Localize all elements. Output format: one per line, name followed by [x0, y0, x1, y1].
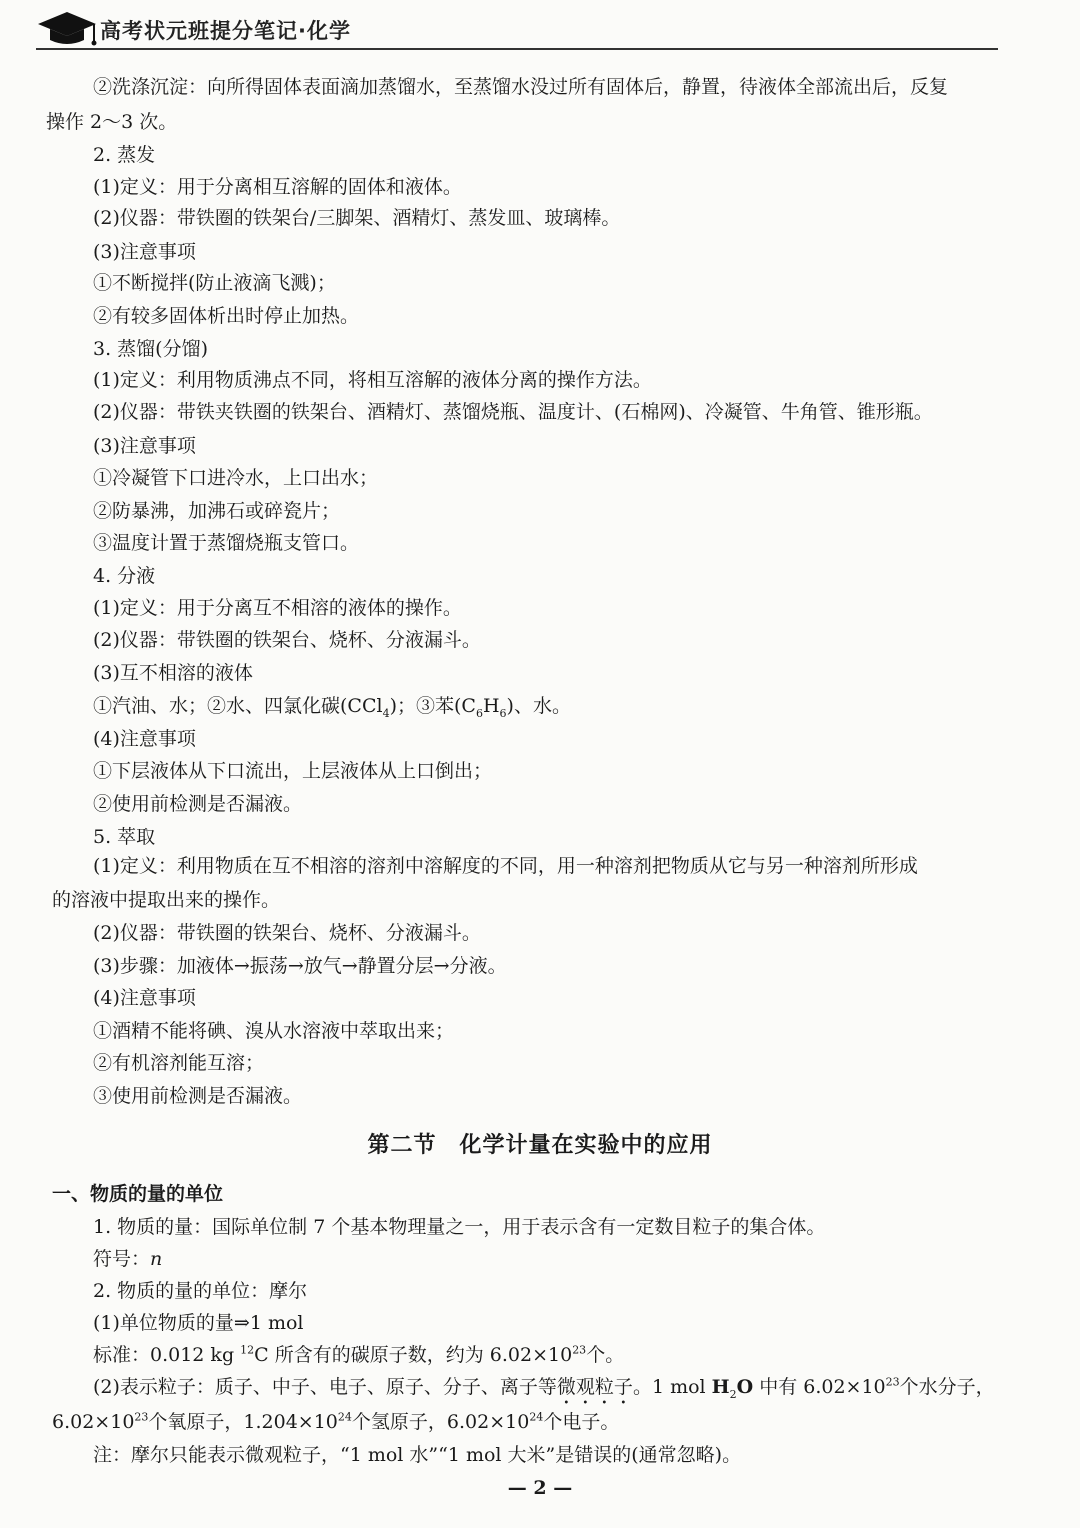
- header-divider: [36, 48, 998, 50]
- emphasized-term: 微观粒子: [556, 1376, 633, 1398]
- text-line: (3)注意事项: [93, 435, 196, 457]
- text-line: ②有机溶剂能互溶；: [93, 1052, 265, 1074]
- section-title: 第二节 化学计量在实验中的应用: [367, 1133, 713, 1158]
- subheading: 2. 蒸发: [93, 144, 156, 166]
- text-line: (3)互不相溶的液体: [93, 662, 253, 684]
- text-line: (4)注意事项: [93, 728, 196, 750]
- note-line: 注：摩尔只能表示微观粒子，“1 mol 水”“1 mol 大米”是错误的(通常忽略)。: [93, 1444, 742, 1466]
- page-number: — 2 —: [507, 1477, 573, 1499]
- subheading: 4. 分液: [93, 565, 156, 587]
- text-line: (1)定义：利用物质沸点不同，将相互溶解的液体分离的操作方法。: [93, 369, 652, 391]
- text-line: ①不断搅拌(防止液滴飞溅)；: [93, 272, 336, 294]
- text-line: ①冷凝管下口进冷水，上口出水；: [93, 467, 379, 489]
- text-line: (1)定义：用于分离相互溶解的固体和液体。: [93, 176, 462, 198]
- text-line: ②有较多固体析出时停止加热。: [93, 305, 360, 327]
- header-title: 高考状元班提分笔记·化学: [100, 19, 351, 43]
- text-line: 符号：n: [93, 1248, 163, 1270]
- text-line: ①汽油、水；②水、四氯化碳(CCl$_4$)；③苯$(C_6H_6)$、水。: [93, 695, 571, 720]
- text-line: (1)单位物质的量⇒1 mol: [93, 1312, 304, 1334]
- text-line: (2)仪器：带铁圈的铁架台/三脚架、酒精灯、蒸发皿、玻璃棒。: [93, 207, 621, 229]
- text-line: (3)步骤：加液体→振荡→放气→静置分层→分液。: [93, 955, 507, 977]
- part-heading: 一、物质的量的单位: [52, 1183, 224, 1205]
- text-line: 标准：0.012 kg $^{12}$C 所含有的碳原子数，约为 $6.02\times 10^{23}$个。: [93, 1343, 625, 1366]
- text-line: 的溶液中提取出来的操作。: [52, 889, 281, 911]
- subheading: 5. 萃取: [93, 826, 156, 848]
- text-line: ②防暴沸，加沸石或碎瓷片；: [93, 500, 341, 522]
- text-line: ①下层液体从下口流出，上层液体从上口倒出；: [93, 760, 493, 782]
- text-line: 2. 物质的量的单位：摩尔: [93, 1280, 308, 1302]
- text-line: (3)注意事项: [93, 241, 196, 263]
- text-line: (2)仪器：带铁圈的铁架台、烧杯、分液漏斗。: [93, 922, 481, 944]
- text-line: (4)注意事项: [93, 987, 196, 1009]
- text-line: 操作 2～3 次。: [46, 111, 178, 133]
- subheading: 3. 蒸馏(分馏): [93, 338, 208, 360]
- text-line: $6.02\times 10^{23}$个氧原子，$1.204\times 10^{24}$个氢原子，$6.02\times 10^{24}$个电子。: [52, 1410, 620, 1433]
- text-line: ③温度计置于蒸馏烧瓶支管口。: [93, 532, 360, 554]
- text-line: (1)定义：利用物质在互不相溶的溶剂中溶解度的不同，用一种溶剂把物质从它与另一种溶剂所形成: [93, 855, 918, 877]
- graduation-cap-icon: [36, 10, 98, 50]
- page-header: [36, 6, 998, 50]
- text-line: ①酒精不能将碘、溴从水溶液中萃取出来；: [93, 1020, 455, 1042]
- text-line: (2)仪器：带铁圈的铁架台、烧杯、分液漏斗。: [93, 629, 481, 651]
- text-line: (2)表示粒子：质子、中子、电子、原子、分子、离子等微观粒子。1 mol $H_2O$ 中有 $6.02\times 10^{23}$个水分子，: [93, 1375, 995, 1401]
- text-line: (2)仪器：带铁夹铁圈的铁架台、酒精灯、蒸馏烧瓶、温度计、(石棉网)、冷凝管、牛角管、锥形瓶。: [93, 401, 933, 423]
- text-line: ②使用前检测是否漏液。: [93, 793, 303, 815]
- text-line: ③使用前检测是否漏液。: [93, 1085, 303, 1107]
- text-line: (1)定义：用于分离互不相溶的液体的操作。: [93, 597, 462, 619]
- text-line: 1. 物质的量：国际单位制 7 个基本物理量之一，用于表示含有一定数目粒子的集合体。: [93, 1216, 826, 1238]
- text-line: ②洗涤沉淀：向所得固体表面滴加蒸馏水，至蒸馏水没过所有固体后，静置，待液体全部流出后，反复: [93, 76, 949, 98]
